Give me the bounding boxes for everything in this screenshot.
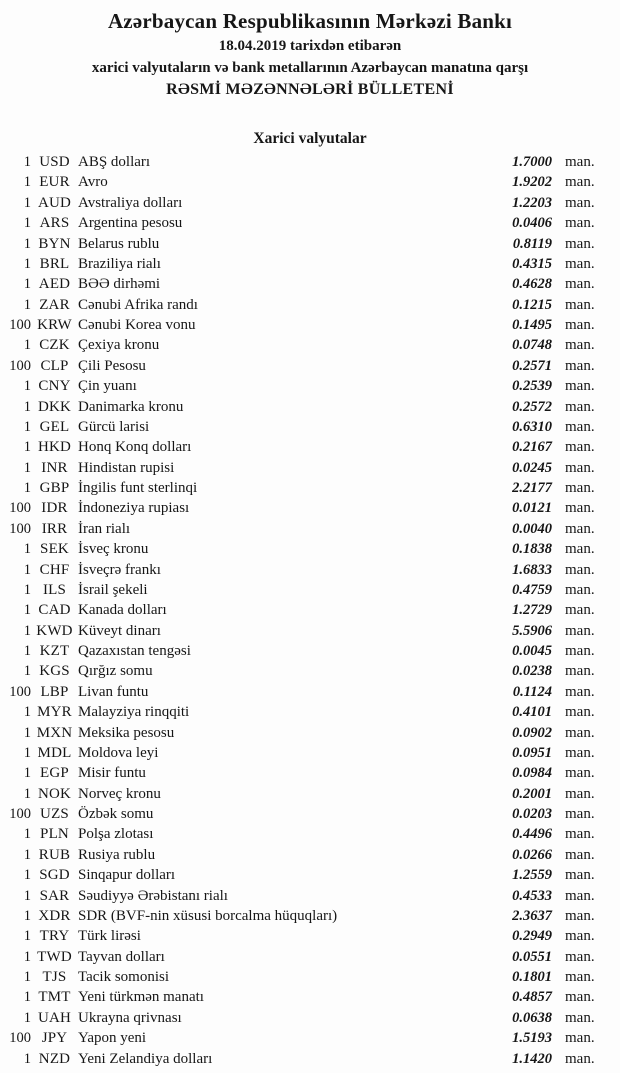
rate-quantity: 1 bbox=[23, 704, 31, 721]
currency-name: Cənubi Afrika randı bbox=[78, 296, 198, 313]
rate-value: 0.0203 bbox=[512, 806, 552, 822]
rate-quantity: 1 bbox=[23, 622, 31, 639]
currency-code: DKK bbox=[37, 398, 72, 415]
rate-value: 0.2539 bbox=[512, 378, 552, 395]
rate-row bbox=[0, 397, 620, 417]
currency-name: Ukrayna qrivnası bbox=[78, 1009, 182, 1026]
unit-label: man. bbox=[565, 541, 595, 558]
rate-value: 0.4101 bbox=[512, 704, 552, 721]
currency-code: KZT bbox=[39, 643, 70, 659]
rate-quantity: 100 bbox=[9, 317, 31, 333]
unit-label: man. bbox=[565, 235, 595, 252]
unit-label: man. bbox=[565, 561, 595, 578]
bulletin-subtitle: xarici valyutaların və bank metallarının Azərbaycan manatına qarşı bbox=[91, 60, 529, 76]
rate-value: 0.4759 bbox=[512, 581, 552, 598]
rate-quantity: 1 bbox=[23, 480, 31, 496]
unit-label: man. bbox=[565, 581, 595, 598]
rate-row bbox=[0, 661, 620, 681]
currency-name: Misir funtu bbox=[78, 765, 146, 782]
rate-value: 0.0238 bbox=[512, 663, 552, 680]
rate-value: 0.0748 bbox=[512, 337, 552, 354]
rate-row bbox=[0, 1008, 620, 1028]
currency-name: Meksika pesosu bbox=[78, 724, 175, 741]
rate-quantity: 1 bbox=[23, 337, 31, 354]
currency-name: Avstraliya dolları bbox=[78, 194, 183, 211]
currency-code: AED bbox=[38, 276, 71, 293]
currency-name: Yeni türkmən manatı bbox=[78, 989, 204, 1006]
rate-quantity: 1 bbox=[23, 907, 31, 924]
rate-row bbox=[0, 580, 620, 600]
rate-quantity: 1 bbox=[23, 969, 31, 985]
unit-label: man. bbox=[565, 948, 595, 965]
currency-name: İran rialı bbox=[78, 520, 131, 537]
unit-label: man. bbox=[565, 602, 595, 619]
rate-quantity: 1 bbox=[23, 581, 31, 598]
currency-name: ABŞ dolları bbox=[78, 154, 151, 170]
unit-label: man. bbox=[565, 500, 595, 517]
currency-name: Yapon yeni bbox=[78, 1030, 147, 1047]
rate-quantity: 1 bbox=[23, 418, 31, 435]
currency-name: Səudiyyə Ərəbistanı rialı bbox=[78, 887, 228, 904]
rate-quantity: 1 bbox=[23, 174, 31, 191]
rate-quantity: 1 bbox=[23, 561, 31, 578]
currency-code: KGS bbox=[39, 663, 70, 680]
currency-name: Rusiya rublu bbox=[78, 846, 156, 863]
currency-name: Çin yuanı bbox=[78, 378, 137, 395]
rate-row bbox=[0, 560, 620, 580]
unit-label: man. bbox=[565, 459, 595, 476]
currency-name: Türk lirəsi bbox=[78, 928, 141, 945]
rate-row bbox=[0, 743, 620, 763]
rate-value: 0.4315 bbox=[512, 255, 552, 272]
rate-quantity: 1 bbox=[23, 602, 31, 619]
currency-code: CAD bbox=[38, 602, 71, 619]
rate-row bbox=[0, 417, 620, 437]
rate-quantity: 1 bbox=[23, 1009, 31, 1026]
rate-value: 0.4496 bbox=[512, 826, 552, 843]
rate-value: 0.6310 bbox=[512, 418, 552, 435]
unit-label: man. bbox=[565, 643, 595, 659]
currency-name: Qazaxıstan tengəsi bbox=[78, 643, 191, 659]
rate-quantity: 1 bbox=[23, 194, 31, 211]
rate-value: 0.1838 bbox=[512, 541, 552, 558]
unit-label: man. bbox=[565, 1050, 595, 1067]
rate-row bbox=[0, 172, 620, 192]
rate-quantity: 1 bbox=[23, 541, 31, 558]
rate-value: 1.5193 bbox=[512, 1030, 552, 1047]
currency-code: UAH bbox=[37, 1009, 72, 1026]
currency-name: Argentina pesosu bbox=[78, 215, 183, 232]
rate-row bbox=[0, 356, 620, 376]
unit-label: man. bbox=[565, 846, 595, 863]
rate-quantity: 1 bbox=[23, 744, 31, 761]
currency-code: SEK bbox=[40, 541, 69, 558]
rate-row bbox=[0, 600, 620, 620]
rate-quantity: 100 bbox=[9, 806, 31, 822]
rate-value: 0.1215 bbox=[512, 296, 552, 313]
rate-row bbox=[0, 478, 620, 498]
rate-value: 0.0984 bbox=[512, 765, 552, 782]
rate-value: 1.2203 bbox=[512, 194, 552, 211]
currency-code: IRR bbox=[41, 520, 68, 537]
currency-code: TMT bbox=[38, 989, 71, 1006]
unit-label: man. bbox=[565, 296, 595, 313]
rate-value: 0.0121 bbox=[512, 500, 552, 517]
rate-value: 0.0951 bbox=[512, 744, 552, 761]
currency-code: ZAR bbox=[39, 296, 70, 313]
currency-name: Küveyt dinarı bbox=[78, 622, 161, 639]
unit-label: man. bbox=[565, 174, 595, 191]
currency-name: Honq Konq dolları bbox=[78, 439, 192, 456]
rate-quantity: 1 bbox=[23, 1050, 31, 1067]
currency-name: İngilis funt sterlinqi bbox=[78, 480, 198, 496]
currency-code: NZD bbox=[38, 1050, 71, 1067]
rate-row bbox=[0, 845, 620, 865]
currency-name: SDR (BVF-nin xüsusi borcalma hüquqları) bbox=[78, 907, 338, 924]
currency-code: AUD bbox=[37, 194, 72, 211]
currency-name: Polşa zlotası bbox=[78, 826, 154, 843]
rate-row bbox=[0, 1028, 620, 1048]
currency-name: Tayvan dolları bbox=[78, 948, 165, 965]
unit-label: man. bbox=[565, 337, 595, 354]
currency-name: Braziliya rialı bbox=[78, 255, 161, 272]
rate-row bbox=[0, 335, 620, 355]
currency-code: LBP bbox=[40, 683, 69, 700]
currency-code: TWD bbox=[37, 948, 72, 965]
currency-code: GEL bbox=[39, 418, 70, 435]
currency-code: CNY bbox=[38, 378, 71, 395]
currency-code: JPY bbox=[41, 1030, 68, 1047]
currency-name: BƏƏ dirhəmi bbox=[78, 276, 161, 293]
rate-row bbox=[0, 254, 620, 274]
currency-name: Çili Pesosu bbox=[78, 357, 146, 374]
rate-row bbox=[0, 926, 620, 946]
unit-label: man. bbox=[565, 378, 595, 395]
currency-code: KWD bbox=[36, 622, 73, 639]
currency-name: Malayziya rinqqiti bbox=[78, 704, 190, 721]
rate-row bbox=[0, 193, 620, 213]
rate-row bbox=[0, 274, 620, 294]
unit-label: man. bbox=[565, 622, 595, 639]
rate-row bbox=[0, 702, 620, 722]
rate-value: 0.0266 bbox=[512, 846, 552, 863]
rate-value: 1.1420 bbox=[512, 1050, 552, 1067]
rate-quantity: 100 bbox=[9, 520, 31, 537]
currency-name: Hindistan rupisi bbox=[78, 459, 175, 476]
unit-label: man. bbox=[565, 1030, 595, 1047]
currency-code: XDR bbox=[38, 907, 71, 924]
rate-value: 1.2559 bbox=[512, 867, 552, 884]
unit-label: man. bbox=[565, 480, 595, 496]
currency-name: Yeni Zelandiya dolları bbox=[78, 1050, 213, 1067]
rate-quantity: 1 bbox=[23, 154, 31, 170]
rate-value: 0.2571 bbox=[512, 357, 552, 374]
currency-name: Çexiya kronu bbox=[78, 337, 160, 354]
rate-quantity: 1 bbox=[23, 724, 31, 741]
rate-row bbox=[0, 947, 620, 967]
document-header bbox=[0, 7, 620, 101]
currency-code: MYR bbox=[37, 704, 72, 721]
rate-value: 0.2001 bbox=[512, 785, 552, 802]
rate-quantity: 1 bbox=[23, 439, 31, 456]
unit-label: man. bbox=[565, 276, 595, 293]
rate-value: 2.3637 bbox=[512, 907, 552, 924]
unit-label: man. bbox=[565, 1009, 595, 1026]
unit-label: man. bbox=[565, 907, 595, 924]
rate-row bbox=[0, 315, 620, 335]
rate-row bbox=[0, 865, 620, 885]
rate-row bbox=[0, 784, 620, 804]
currency-name: Moldova leyi bbox=[78, 744, 159, 761]
rate-value: 0.1124 bbox=[512, 683, 552, 700]
rate-row bbox=[0, 824, 620, 844]
rate-value: 2.2177 bbox=[512, 480, 552, 496]
currency-name: Qırğız somu bbox=[78, 663, 153, 680]
currency-code: SGD bbox=[39, 867, 70, 884]
unit-label: man. bbox=[565, 418, 595, 435]
rate-row bbox=[0, 1049, 620, 1069]
rate-quantity: 1 bbox=[23, 235, 31, 252]
currency-code: TJS bbox=[42, 969, 67, 985]
rate-quantity: 1 bbox=[23, 663, 31, 680]
currency-name: Gürcü larisi bbox=[78, 418, 150, 435]
currency-code: NOK bbox=[37, 785, 72, 802]
currency-code: ILS bbox=[42, 581, 67, 598]
unit-label: man. bbox=[565, 867, 595, 884]
exchange-rates-table bbox=[0, 152, 620, 1069]
rate-quantity: 1 bbox=[23, 255, 31, 272]
rate-value: 0.4628 bbox=[512, 276, 552, 293]
unit-label: man. bbox=[565, 724, 595, 741]
rate-value: 0.4857 bbox=[512, 989, 552, 1006]
rate-quantity: 1 bbox=[23, 378, 31, 395]
rate-value: 1.2729 bbox=[512, 602, 552, 619]
rate-quantity: 1 bbox=[23, 846, 31, 863]
currency-name: Sinqapur dolları bbox=[78, 867, 176, 884]
unit-label: man. bbox=[565, 317, 595, 333]
currency-name: Belarus rublu bbox=[78, 235, 160, 252]
rate-row bbox=[0, 682, 620, 702]
rate-quantity: 1 bbox=[23, 785, 31, 802]
unit-label: man. bbox=[565, 704, 595, 721]
rate-quantity: 1 bbox=[23, 643, 31, 659]
rate-value: 0.0902 bbox=[512, 724, 552, 741]
rate-row bbox=[0, 498, 620, 518]
currency-code: BYN bbox=[38, 235, 71, 252]
rate-value: 0.0406 bbox=[512, 215, 552, 232]
currency-code: MXN bbox=[36, 724, 73, 741]
rate-row bbox=[0, 437, 620, 457]
currency-code: CLP bbox=[40, 357, 69, 374]
currency-code: MDL bbox=[37, 744, 72, 761]
rate-row bbox=[0, 539, 620, 559]
section-title-foreign-currencies: Xarici valyutalar bbox=[253, 130, 367, 147]
currency-code: BRL bbox=[39, 255, 70, 272]
rate-row bbox=[0, 987, 620, 1007]
currency-code: HKD bbox=[37, 439, 72, 456]
currency-code: GBP bbox=[39, 480, 70, 496]
currency-code: EGP bbox=[40, 765, 69, 782]
rate-value: 0.4533 bbox=[512, 887, 552, 904]
rate-quantity: 1 bbox=[23, 989, 31, 1006]
currency-name: Özbək somu bbox=[78, 806, 154, 822]
rate-row bbox=[0, 295, 620, 315]
rate-value: 1.9202 bbox=[512, 174, 552, 191]
currency-code: ARS bbox=[39, 215, 70, 232]
bulletin-title: RƏSMİ MƏZƏNNƏLƏRİ BÜLLETENİ bbox=[166, 81, 454, 98]
rate-value: 0.8119 bbox=[512, 235, 552, 252]
rate-value: 0.0045 bbox=[512, 643, 552, 659]
currency-code: INR bbox=[41, 459, 68, 476]
currency-name: Avro bbox=[78, 174, 108, 191]
currency-code: CHF bbox=[39, 561, 70, 578]
currency-code: SAR bbox=[39, 887, 70, 904]
unit-label: man. bbox=[565, 357, 595, 374]
rate-quantity: 1 bbox=[23, 887, 31, 904]
rate-row bbox=[0, 906, 620, 926]
rate-quantity: 1 bbox=[23, 765, 31, 782]
unit-label: man. bbox=[565, 439, 595, 456]
currency-code: UZS bbox=[40, 806, 69, 822]
bank-name-title: Azərbaycan Respublikasının Mərkəzi Bankı bbox=[107, 9, 513, 33]
unit-label: man. bbox=[565, 826, 595, 843]
currency-name: İsrail şekeli bbox=[78, 581, 148, 598]
unit-label: man. bbox=[565, 663, 595, 680]
rate-row bbox=[0, 213, 620, 233]
rate-quantity: 100 bbox=[9, 357, 31, 374]
unit-label: man. bbox=[565, 765, 595, 782]
unit-label: man. bbox=[565, 398, 595, 415]
currency-code: TRY bbox=[39, 928, 70, 945]
rate-row bbox=[0, 376, 620, 396]
rate-value: 0.1495 bbox=[512, 317, 552, 333]
rate-row bbox=[0, 519, 620, 539]
currency-name: İndoneziya rupiası bbox=[78, 500, 190, 517]
unit-label: man. bbox=[565, 806, 595, 822]
currency-name: Kanada dolları bbox=[78, 602, 167, 619]
rate-quantity: 1 bbox=[23, 215, 31, 232]
rate-value: 1.6833 bbox=[512, 561, 552, 578]
unit-label: man. bbox=[565, 683, 595, 700]
rate-value: 1.7000 bbox=[512, 154, 552, 170]
rate-value: 0.0638 bbox=[512, 1009, 552, 1026]
rate-row bbox=[0, 458, 620, 478]
currency-code: EUR bbox=[39, 174, 70, 191]
currency-name: Tacik somonisi bbox=[78, 969, 170, 985]
currency-code: CZK bbox=[39, 337, 70, 354]
rate-quantity: 100 bbox=[9, 1030, 31, 1047]
currency-code: RUB bbox=[38, 846, 71, 863]
unit-label: man. bbox=[565, 989, 595, 1006]
rate-row bbox=[0, 804, 620, 824]
rate-value: 0.0040 bbox=[512, 520, 552, 537]
rate-quantity: 1 bbox=[23, 948, 31, 965]
rate-row bbox=[0, 723, 620, 743]
rate-quantity: 100 bbox=[9, 683, 31, 700]
rate-row bbox=[0, 763, 620, 783]
unit-label: man. bbox=[565, 785, 595, 802]
rate-value: 0.2167 bbox=[512, 439, 552, 456]
rate-quantity: 1 bbox=[23, 459, 31, 476]
rate-quantity: 1 bbox=[23, 928, 31, 945]
unit-label: man. bbox=[565, 255, 595, 272]
currency-code: IDR bbox=[41, 500, 68, 517]
currency-name: İsveçrə frankı bbox=[78, 561, 161, 578]
rate-quantity: 1 bbox=[23, 398, 31, 415]
rate-value: 0.2572 bbox=[512, 398, 552, 415]
rate-row bbox=[0, 886, 620, 906]
rate-quantity: 1 bbox=[23, 826, 31, 843]
currency-code: USD bbox=[39, 154, 70, 170]
rate-value: 5.5906 bbox=[512, 622, 552, 639]
unit-label: man. bbox=[565, 154, 595, 170]
rate-row bbox=[0, 234, 620, 254]
currency-name: Livan funtu bbox=[78, 683, 149, 700]
rate-row bbox=[0, 152, 620, 172]
currency-name: İsveç kronu bbox=[78, 541, 149, 558]
rate-row bbox=[0, 621, 620, 641]
unit-label: man. bbox=[565, 744, 595, 761]
rate-row bbox=[0, 967, 620, 987]
currency-name: Norveç kronu bbox=[78, 785, 161, 802]
rate-row bbox=[0, 641, 620, 661]
unit-label: man. bbox=[565, 887, 595, 904]
rate-value: 0.0245 bbox=[512, 459, 552, 476]
currency-name: Danimarka kronu bbox=[78, 398, 184, 415]
rate-value: 0.1801 bbox=[512, 969, 552, 985]
unit-label: man. bbox=[565, 215, 595, 232]
rate-value: 0.2949 bbox=[512, 928, 552, 945]
unit-label: man. bbox=[565, 194, 595, 211]
rate-quantity: 1 bbox=[23, 276, 31, 293]
unit-label: man. bbox=[565, 969, 595, 985]
rate-value: 0.0551 bbox=[512, 948, 552, 965]
unit-label: man. bbox=[565, 928, 595, 945]
unit-label: man. bbox=[565, 520, 595, 537]
effective-date-line: 18.04.2019 tarixdən etibarən bbox=[218, 38, 402, 54]
currency-code: PLN bbox=[40, 826, 69, 843]
rate-quantity: 1 bbox=[23, 296, 31, 313]
rate-quantity: 100 bbox=[9, 500, 31, 517]
currency-name: Cənubi Korea vonu bbox=[78, 317, 196, 333]
currency-code: KRW bbox=[37, 317, 72, 333]
rate-quantity: 1 bbox=[23, 867, 31, 884]
